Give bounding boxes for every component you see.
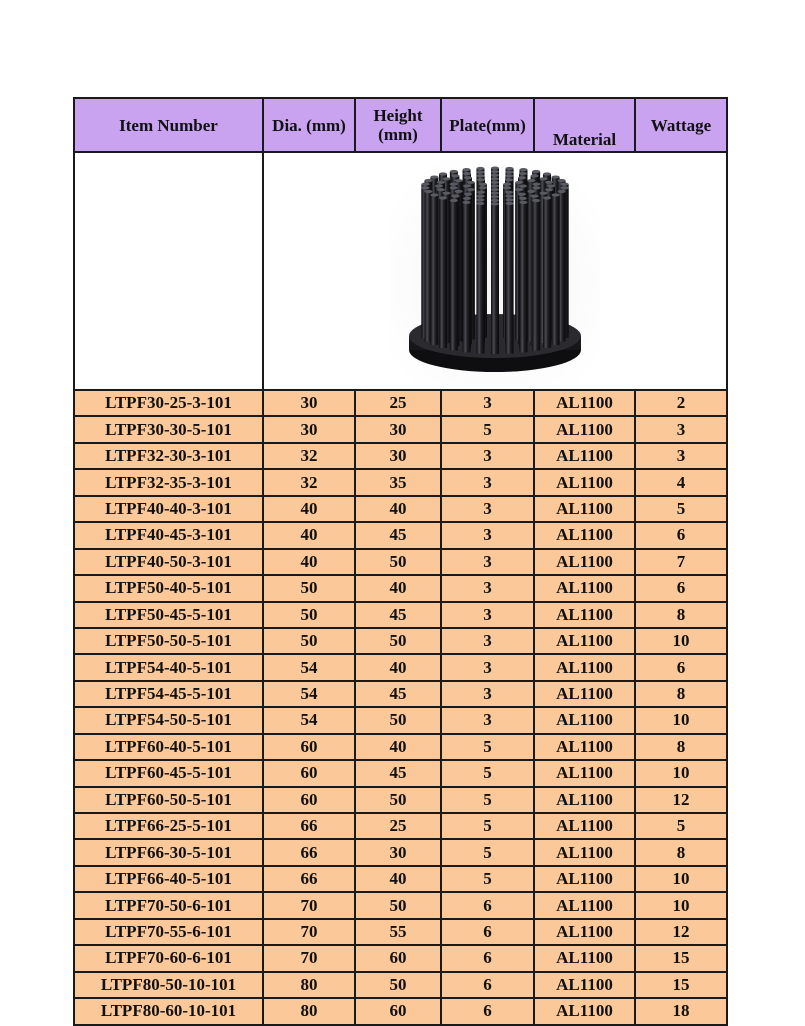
cell-height: 25 [355, 813, 441, 839]
cell-height: 45 [355, 602, 441, 628]
cell-wattage: 7 [635, 549, 727, 575]
cell-dia: 30 [263, 390, 355, 416]
cell-height: 30 [355, 443, 441, 469]
cell-item: LTPF66-30-5-101 [74, 839, 263, 865]
cell-material: AL1100 [534, 443, 635, 469]
cell-material: AL1100 [534, 919, 635, 945]
cell-item: LTPF60-40-5-101 [74, 734, 263, 760]
cell-dia: 54 [263, 707, 355, 733]
table-row [74, 839, 727, 865]
table-row [74, 919, 727, 945]
cell-wattage: 10 [635, 760, 727, 786]
cell-plate: 5 [441, 866, 534, 892]
cell-height: 40 [355, 575, 441, 601]
cell-height: 60 [355, 945, 441, 971]
cell-dia: 60 [263, 734, 355, 760]
cell-item: LTPF50-50-5-101 [74, 628, 263, 654]
cell-wattage: 3 [635, 416, 727, 442]
cell-plate: 3 [441, 522, 534, 548]
cell-wattage: 12 [635, 919, 727, 945]
header-plate: Plate(mm) [441, 98, 534, 152]
header-dia: Dia. (mm) [263, 98, 355, 152]
cell-item: LTPF66-40-5-101 [74, 866, 263, 892]
table-row [74, 443, 727, 469]
cell-dia: 40 [263, 522, 355, 548]
cell-plate: 6 [441, 919, 534, 945]
cell-dia: 66 [263, 813, 355, 839]
cell-wattage: 10 [635, 628, 727, 654]
cell-height: 30 [355, 416, 441, 442]
cell-item: LTPF40-45-3-101 [74, 522, 263, 548]
cell-dia: 40 [263, 496, 355, 522]
cell-material: AL1100 [534, 549, 635, 575]
cell-plate: 3 [441, 602, 534, 628]
cell-dia: 54 [263, 681, 355, 707]
cell-material: AL1100 [534, 390, 635, 416]
cell-dia: 50 [263, 602, 355, 628]
header-material: Material [534, 98, 635, 152]
cell-plate: 3 [441, 549, 534, 575]
cell-item: LTPF40-40-3-101 [74, 496, 263, 522]
cell-dia: 66 [263, 839, 355, 865]
cell-plate: 5 [441, 760, 534, 786]
cell-dia: 54 [263, 654, 355, 680]
table-body [74, 390, 727, 1025]
header-item-number: Item Number [74, 98, 263, 152]
cell-material: AL1100 [534, 998, 635, 1024]
cell-dia: 66 [263, 866, 355, 892]
table-row [74, 892, 727, 918]
cell-wattage: 15 [635, 945, 727, 971]
cell-height: 40 [355, 734, 441, 760]
cell-wattage: 8 [635, 681, 727, 707]
cell-dia: 60 [263, 787, 355, 813]
table-row [74, 945, 727, 971]
cell-plate: 3 [441, 575, 534, 601]
cell-height: 45 [355, 760, 441, 786]
table-row [74, 496, 727, 522]
table-row [74, 813, 727, 839]
cell-wattage: 2 [635, 390, 727, 416]
cell-dia: 30 [263, 416, 355, 442]
cell-height: 50 [355, 628, 441, 654]
cell-material: AL1100 [534, 628, 635, 654]
cell-plate: 3 [441, 469, 534, 495]
cell-material: AL1100 [534, 416, 635, 442]
cell-plate: 3 [441, 707, 534, 733]
cell-item: LTPF54-40-5-101 [74, 654, 263, 680]
cell-dia: 40 [263, 549, 355, 575]
cell-material: AL1100 [534, 760, 635, 786]
cell-item: LTPF30-25-3-101 [74, 390, 263, 416]
cell-height: 30 [355, 839, 441, 865]
table-header-row [74, 98, 727, 152]
cell-material: AL1100 [534, 654, 635, 680]
cell-plate: 5 [441, 813, 534, 839]
cell-plate: 3 [441, 496, 534, 522]
cell-height: 40 [355, 866, 441, 892]
cell-item: LTPF80-50-10-101 [74, 972, 263, 998]
blank-cell [74, 152, 263, 390]
cell-material: AL1100 [534, 972, 635, 998]
cell-wattage: 15 [635, 972, 727, 998]
cell-wattage: 6 [635, 522, 727, 548]
cell-plate: 3 [441, 390, 534, 416]
cell-plate: 3 [441, 443, 534, 469]
cell-height: 45 [355, 681, 441, 707]
cell-wattage: 5 [635, 813, 727, 839]
cell-plate: 5 [441, 734, 534, 760]
cell-plate: 5 [441, 839, 534, 865]
cell-plate: 6 [441, 998, 534, 1024]
cell-material: AL1100 [534, 469, 635, 495]
cell-height: 50 [355, 972, 441, 998]
spec-table [73, 97, 728, 1026]
cell-item: LTPF54-50-5-101 [74, 707, 263, 733]
product-photo-cell [263, 152, 727, 390]
table-row [74, 866, 727, 892]
table-row [74, 469, 727, 495]
header-height [355, 98, 441, 152]
cell-item: LTPF60-45-5-101 [74, 760, 263, 786]
cell-plate: 5 [441, 416, 534, 442]
cell-dia: 80 [263, 972, 355, 998]
cell-wattage: 10 [635, 892, 727, 918]
cell-dia: 70 [263, 892, 355, 918]
cell-height: 40 [355, 654, 441, 680]
table-row [74, 522, 727, 548]
cell-item: LTPF50-40-5-101 [74, 575, 263, 601]
cell-material: AL1100 [534, 707, 635, 733]
table-row [74, 787, 727, 813]
cell-height: 60 [355, 998, 441, 1024]
heatsink-photo [390, 156, 600, 386]
cell-material: AL1100 [534, 787, 635, 813]
cell-plate: 5 [441, 787, 534, 813]
cell-plate: 6 [441, 972, 534, 998]
cell-plate: 3 [441, 654, 534, 680]
cell-item: LTPF32-35-3-101 [74, 469, 263, 495]
table-row [74, 575, 727, 601]
header-height-line2: (mm) [378, 125, 418, 144]
cell-material: AL1100 [534, 945, 635, 971]
table-row [74, 972, 727, 998]
cell-plate: 6 [441, 945, 534, 971]
cell-item: LTPF40-50-3-101 [74, 549, 263, 575]
cell-wattage: 3 [635, 443, 727, 469]
table-row [74, 681, 727, 707]
cell-height: 50 [355, 707, 441, 733]
table-row [74, 734, 727, 760]
cell-material: AL1100 [534, 813, 635, 839]
cell-item: LTPF70-55-6-101 [74, 919, 263, 945]
cell-material: AL1100 [534, 734, 635, 760]
cell-dia: 32 [263, 469, 355, 495]
cell-wattage: 6 [635, 575, 727, 601]
cell-material: AL1100 [534, 575, 635, 601]
cell-item: LTPF70-60-6-101 [74, 945, 263, 971]
cell-item: LTPF50-45-5-101 [74, 602, 263, 628]
cell-dia: 50 [263, 628, 355, 654]
cell-material: AL1100 [534, 892, 635, 918]
table-row [74, 628, 727, 654]
cell-dia: 32 [263, 443, 355, 469]
cell-wattage: 4 [635, 469, 727, 495]
image-row [74, 152, 727, 390]
table-row [74, 760, 727, 786]
cell-item: LTPF80-60-10-101 [74, 998, 263, 1024]
cell-plate: 6 [441, 892, 534, 918]
cell-item: LTPF30-30-5-101 [74, 416, 263, 442]
table-row [74, 390, 727, 416]
cell-item: LTPF70-50-6-101 [74, 892, 263, 918]
cell-item: LTPF60-50-5-101 [74, 787, 263, 813]
cell-material: AL1100 [534, 681, 635, 707]
cell-material: AL1100 [534, 602, 635, 628]
table-row [74, 416, 727, 442]
cell-height: 35 [355, 469, 441, 495]
cell-item: LTPF32-30-3-101 [74, 443, 263, 469]
table-row [74, 602, 727, 628]
cell-wattage: 10 [635, 866, 727, 892]
cell-wattage: 18 [635, 998, 727, 1024]
table-row [74, 707, 727, 733]
table-row [74, 654, 727, 680]
table-row [74, 549, 727, 575]
cell-material: AL1100 [534, 522, 635, 548]
cell-wattage: 8 [635, 602, 727, 628]
cell-wattage: 12 [635, 787, 727, 813]
cell-material: AL1100 [534, 839, 635, 865]
cell-item: LTPF54-45-5-101 [74, 681, 263, 707]
cell-item: LTPF66-25-5-101 [74, 813, 263, 839]
cell-dia: 50 [263, 575, 355, 601]
cell-material: AL1100 [534, 866, 635, 892]
cell-material: AL1100 [534, 496, 635, 522]
cell-wattage: 10 [635, 707, 727, 733]
cell-height: 50 [355, 892, 441, 918]
cell-height: 25 [355, 390, 441, 416]
table-row [74, 998, 727, 1024]
cell-wattage: 6 [635, 654, 727, 680]
cell-wattage: 8 [635, 734, 727, 760]
cell-height: 40 [355, 496, 441, 522]
cell-wattage: 8 [635, 839, 727, 865]
cell-plate: 3 [441, 681, 534, 707]
cell-plate: 3 [441, 628, 534, 654]
cell-height: 55 [355, 919, 441, 945]
cell-height: 45 [355, 522, 441, 548]
header-height-line1: Height [373, 106, 423, 125]
cell-height: 50 [355, 787, 441, 813]
cell-height: 50 [355, 549, 441, 575]
header-wattage: Wattage [635, 98, 727, 152]
cell-wattage: 5 [635, 496, 727, 522]
cell-dia: 80 [263, 998, 355, 1024]
spec-sheet [73, 97, 726, 1026]
cell-dia: 70 [263, 919, 355, 945]
cell-dia: 70 [263, 945, 355, 971]
cell-dia: 60 [263, 760, 355, 786]
